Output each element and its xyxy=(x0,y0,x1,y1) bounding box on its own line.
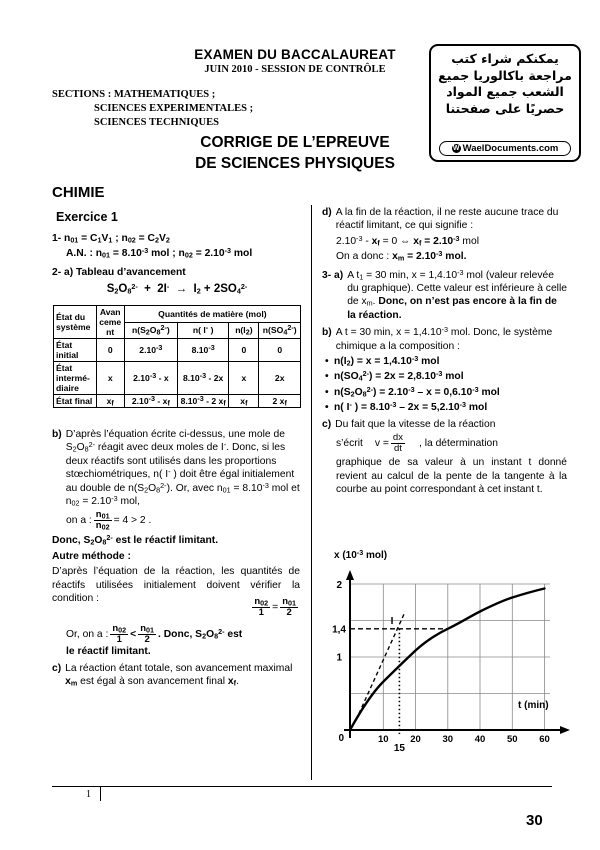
footer-cursor-bar xyxy=(100,787,101,801)
cell-so4-inter: 2x xyxy=(259,362,301,395)
graph-ytick-1: 1 xyxy=(336,652,342,664)
answer-3c-text-2: graphique de sa valeur à un instant t donné revient au calcul de la pente de la tangente à la courbe au point correspondant à cet instant t. xyxy=(336,457,567,495)
velocity-tail: , la détermination xyxy=(418,437,498,449)
corrige-title xyxy=(150,132,440,174)
arabic-promo-stamp xyxy=(429,44,581,162)
chemical-equation: $S_2O_8^{2-} + 2I^- \to I_2 + 2SO_4^{2-}$ xyxy=(106,281,248,296)
answer-3c-marker: c) xyxy=(322,418,332,430)
answer-b-text: D’après l’équation écrite ci-dessus, une mole de $S_2O_8^{2-}$ réagit avec deux moles de I-. Donc, si les deux réactifs sont utilisés dans les proportions stœchiométriques, n( I- ) doit être égal initialement au double de $n(S_2O_8^{2-})$. Or, avec $n_{01} = 8.10^{-3}$ mol et $n_{02} = 2.10^{-3}$ mol, xyxy=(65,429,300,508)
row-etat-final: État final xyxy=(54,395,97,408)
condition-equals: = xyxy=(272,602,279,614)
stamp-website-label: WaelDocuments.com xyxy=(462,143,559,154)
row-etat-intermediaire: État intermé- diaire xyxy=(54,362,97,395)
th-n-s2o8: $n(S_2O_8^{2-})$ xyxy=(124,322,177,339)
or-tail-2: le réactif limitant. xyxy=(66,646,151,658)
answer-3b xyxy=(322,326,567,353)
or-label: Or, on a : xyxy=(66,629,109,641)
condition-right-fraction xyxy=(280,597,298,618)
or-tail: . Donc, $S_2O_8^{2-}$ est xyxy=(158,627,243,641)
or-left-fraction xyxy=(110,624,128,645)
or-expression xyxy=(52,624,300,645)
footer-rule xyxy=(52,786,552,787)
list-item: • $n(I_2) = x = 1,4.10^{-3}$ mol xyxy=(334,355,567,368)
velocity-formula xyxy=(375,433,407,454)
list-item: • n( I- ) = $8.10^{-3} - 2x = 5,2.10^{-3}$ mol xyxy=(334,401,567,414)
graph-xtick-15: 15 xyxy=(393,743,405,752)
footer-note: 1 xyxy=(86,789,91,800)
answer-3b-marker: b) xyxy=(322,327,332,339)
sections-line-2: SCIENCES EXPERIMENTALES ; xyxy=(94,103,254,114)
graph-xtick-30: 30 xyxy=(442,734,454,745)
q1-line-1: 1- $n_{01} = C_1V_1$ ; $n_{02} = C_2V_2$ xyxy=(52,233,170,245)
sections-line-3: SCIENCES TECHNIQUES xyxy=(94,117,219,128)
q1-line-2: A.N. : $n_{01} = 8.10^{-3}$ mol ; $n_{02} = 2.10^{-3}$ mol xyxy=(66,246,253,260)
graph-xtick-60: 60 xyxy=(539,734,550,745)
answer-d-conclusion: On a donc : $x_m = 2.10^{-3}$ mol. xyxy=(336,249,467,263)
th-n-so4: $n(SO_4^{2-})$ xyxy=(259,322,301,339)
autre-methode-label: Autre méthode : xyxy=(52,550,131,562)
graph-xtick-50: 50 xyxy=(507,734,518,745)
or-left-den: 1 xyxy=(116,634,122,646)
cell-x-inter: x xyxy=(96,362,124,395)
conclusion-limiting-reagent: Donc, $S_2O_8^{2-}$ est le réactif limitant. xyxy=(52,533,219,548)
answer-3b-text: A t = 30 min, $x = 1,4.10^{-3}$ mol. Donc, le système chimique a la composition : xyxy=(335,325,553,352)
answer-c-text: La réaction étant totale, son avancement maximal $x_m$ est égal à son avancement final $x_f$. xyxy=(65,662,293,688)
velocity-expression xyxy=(322,433,567,454)
cell-i2-inter: x xyxy=(229,362,259,395)
ratio-denominator: $n_{02}$ xyxy=(95,520,110,533)
page-number: 30 xyxy=(526,812,543,829)
exam-subtitle: JUIN 2010 - SESSION DE CONTRÔLE xyxy=(204,64,386,75)
ratio-numerator: $n_{01}$ xyxy=(95,509,110,522)
th-etat-systeme: État du système xyxy=(54,306,97,339)
answer-3c-text-1: Du fait que la vitesse de la réaction xyxy=(335,418,496,430)
cell-so4-final: 2 $x_f$ xyxy=(259,395,301,408)
sections-block xyxy=(52,88,352,130)
graph-y-axis-label: x ($10^{-3}$ mol) xyxy=(334,547,388,561)
advancement-table xyxy=(53,305,301,408)
answer-b-marker: b) xyxy=(52,429,62,440)
left-column xyxy=(52,232,300,281)
stamp-website-badge[interactable] xyxy=(439,141,571,156)
condition-left-fraction xyxy=(252,597,270,618)
cell-x-final: $x_f$ xyxy=(96,395,124,408)
or-right-fraction xyxy=(138,624,156,645)
or-less-than: < xyxy=(130,629,137,641)
graph-xtick-40: 40 xyxy=(474,734,486,745)
or-left-num: $n_{02}$ xyxy=(112,623,127,636)
answer-3c xyxy=(322,418,567,431)
answer-d-text: A la fin de la réaction, il ne reste aucune trace du réactif limitant, ce qui signifie : xyxy=(335,207,559,232)
graph-ytick-0: 0 xyxy=(338,733,344,744)
corrige-line-2: DE SCIENCES PHYSIQUES xyxy=(195,155,395,172)
autre-methode-text: D’après l’équation de la réaction, les quantités de réactifs utilisées initialement doivent vérifier la condition : xyxy=(52,566,300,605)
graph-x-axis-label: t (min) xyxy=(518,700,549,711)
stamp-line-1: يمكنكم شراء كتب xyxy=(451,51,559,66)
stamp-line-3: الشعب جميع المواد xyxy=(446,84,564,99)
table-row xyxy=(54,362,301,395)
ratio-expression xyxy=(52,510,300,531)
table-header-row-1 xyxy=(54,306,301,323)
cell-x-initial: 0 xyxy=(96,339,124,362)
graph-x-arrow xyxy=(560,726,570,734)
sections-line-1: SECTIONS : MATHEMATIQUES ; xyxy=(52,89,216,100)
answer-d-equation: $2.10^{-3} - x_f = 0$ ⇔ $x_f = 2.10^{-3}$ mol xyxy=(336,233,480,248)
subject-title: CHIMIE xyxy=(52,184,105,201)
cell-i2-final: $x_f$ xyxy=(229,395,259,408)
th-n-iodure: n( I- ) xyxy=(177,322,228,339)
corrige-line-1: CORRIGE DE L’EPREUVE xyxy=(200,134,390,151)
answer-3a xyxy=(322,269,567,323)
condition-left-den: 1 xyxy=(258,607,264,619)
velocity-fraction xyxy=(391,433,405,454)
composition-list xyxy=(322,355,567,415)
table-row xyxy=(54,395,301,408)
velocity-v: v = xyxy=(374,437,389,449)
graph-xtick-20: 20 xyxy=(410,734,421,745)
cell-i2-initial: 0 xyxy=(229,339,259,362)
cell-iodure-final: $8.10^{-3} - 2$ $x_f$ xyxy=(177,395,228,408)
answer-d-marker: d) xyxy=(322,207,332,218)
condition-right-num: $n_{01}$ xyxy=(282,596,296,609)
stamp-line-2: مراجعة باكالوريا جميع xyxy=(438,67,572,83)
kinetics-graph xyxy=(322,547,572,752)
exercise-title: Exercice 1 xyxy=(56,210,118,224)
answer-3a-text: A $t_1 = 30$ min, $x = 1,4.10^{-3}$ mol (valeur relevée du graphique). Cette valeur est inférieure à celle de $x_m$. Donc, on n’est pas encore à la fin de la réaction. xyxy=(347,267,567,321)
velocity-label: s’écrit xyxy=(336,437,363,449)
answer-c xyxy=(52,662,300,689)
ratio-label: on a : xyxy=(66,515,92,527)
answer-3a-marker: 3- a) xyxy=(322,269,344,281)
answer-b xyxy=(52,428,300,508)
graph-svg xyxy=(322,547,572,752)
velocity-num: dx xyxy=(392,432,403,444)
th-n-i2: $n(I_2)$ xyxy=(229,322,259,339)
list-item: • $n(SO_4^{2-}) = 2x = 2,8.10^{-3}$ mol xyxy=(334,370,567,383)
or-right-num: $n_{01}$ xyxy=(140,623,154,636)
cell-iodure-initial: $8.10^{-3}$ xyxy=(177,339,228,362)
graph-ytick-1-4: 1,4 xyxy=(332,624,346,636)
graph-ytick-2: 2 xyxy=(336,580,342,591)
exam-title: EXAMEN DU BACCALAUREAT xyxy=(194,47,396,62)
list-item: • $n(S_2O_8^{2-}) = 2.10^{-3} - x = 0,6.10^{-3}$ mol xyxy=(334,386,567,399)
graph-curve xyxy=(350,589,545,731)
cell-so4-initial: 0 xyxy=(259,339,301,362)
graph-curve-hidden xyxy=(350,587,545,730)
condition-left-num: $n_{02}$ xyxy=(254,596,269,609)
answer-d xyxy=(322,206,567,233)
velocity-den: dt xyxy=(393,443,402,455)
left-column-part-2 xyxy=(52,428,300,691)
th-avancement: Avan ceme nt xyxy=(96,306,124,339)
cell-s2o8-initial: $2.10^{-3}$ xyxy=(124,339,177,362)
th-quantites: Quantités de matière (mol) xyxy=(124,306,300,323)
table-row xyxy=(54,339,301,362)
graph-y-arrow xyxy=(346,570,354,580)
ratio-fraction xyxy=(94,510,112,531)
ratio-value: = 4 > 2 . xyxy=(113,515,152,527)
row-etat-initial: État initial xyxy=(54,339,97,362)
cell-iodure-inter: $8.10^{-3} - 2x$ xyxy=(177,362,228,395)
q2a-label: 2- a) Tableau d’avancement xyxy=(52,266,186,278)
right-column xyxy=(322,206,567,496)
or-right-den: 2 xyxy=(144,634,150,646)
stamp-line-4: حصريًا على صفحتنا xyxy=(445,100,565,116)
logo-icon: W xyxy=(452,145,460,152)
graph-point-label-I: I xyxy=(390,616,394,627)
condition-right-den: 2 xyxy=(286,607,292,619)
cell-s2o8-inter: $2.10^{-3}$ - x xyxy=(124,362,177,395)
graph-xtick-10: 10 xyxy=(378,734,389,745)
column-divider xyxy=(311,205,312,780)
cell-s2o8-final: $2.10^{-3} - x_f$ xyxy=(124,395,177,408)
answer-c-marker: c) xyxy=(52,662,62,674)
